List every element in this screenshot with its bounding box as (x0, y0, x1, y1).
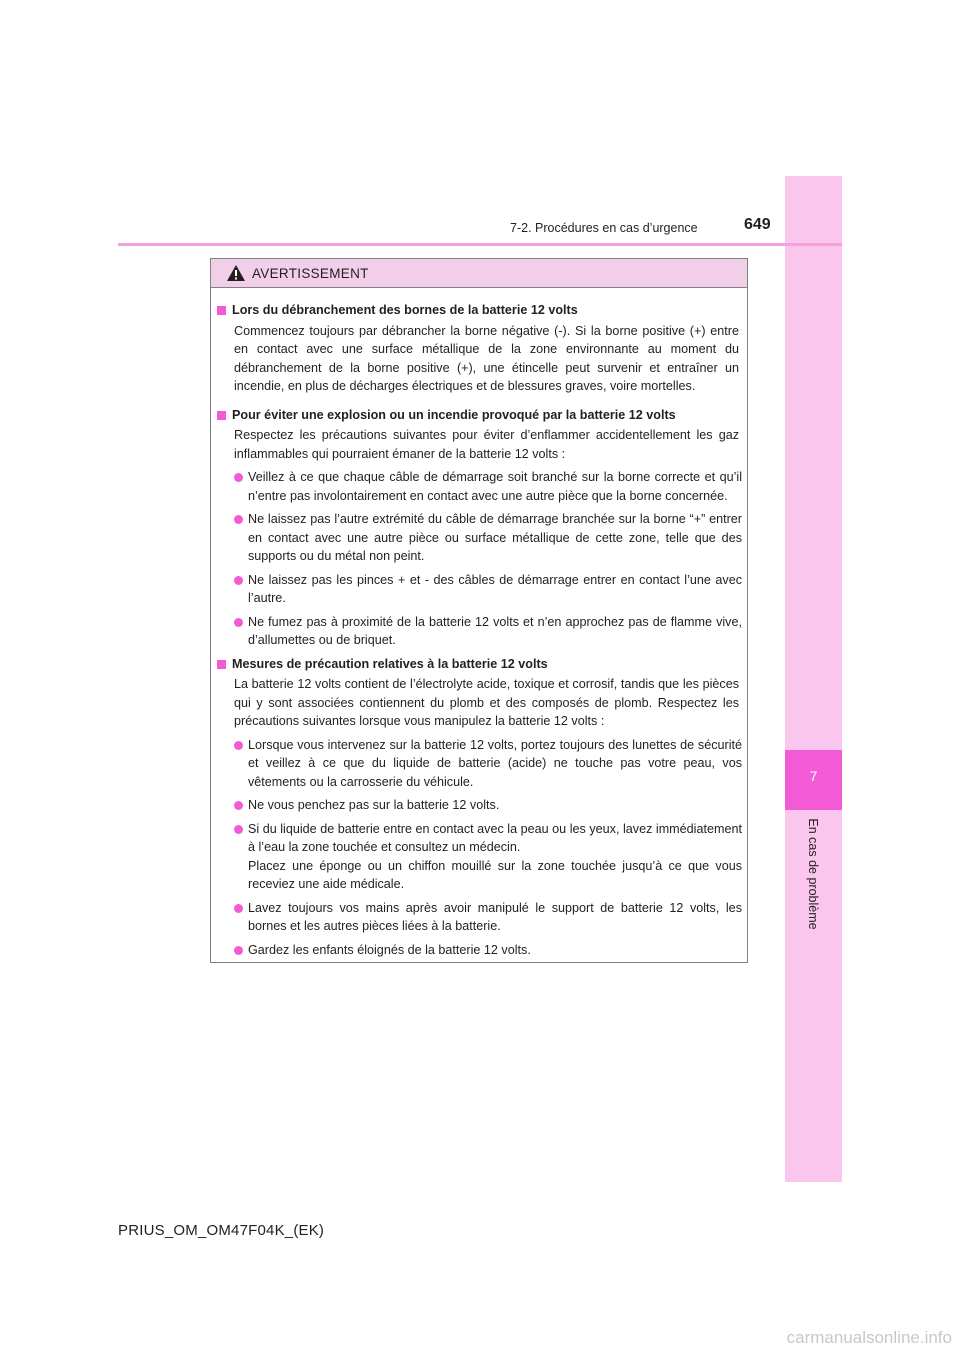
chapter-number: 7 (809, 768, 818, 784)
list-item: Ne vous penchez pas sur la batterie 12 volts. (234, 796, 742, 815)
header-rule (118, 243, 842, 246)
document-code: PRIUS_OM_OM47F04K_(EK) (118, 1222, 325, 1239)
list-item: Lorsque vous intervenez sur la batterie 12 volts, portez toujours des lunettes de sécurité et veillez à ce que du liquide de batterie (acide) ne touche pas votre peau, vos vêtements ou la carrosserie du véhicule. (234, 736, 742, 792)
warning-triangle-icon (226, 264, 246, 282)
warning-body (211, 288, 747, 959)
warning-title: AVERTISSEMENT (252, 265, 369, 281)
round-bullet-icon (234, 473, 243, 482)
list-item: Veillez à ce que chaque câble de démarrage soit branché sur la borne correcte et qu’il n’entre pas involontairement en contact avec une autre pièce que la borne concernée. (234, 468, 742, 505)
section-heading: Lors du débranchement des bornes de la batterie 12 volts (217, 301, 742, 320)
chapter-side-tab (785, 176, 842, 1182)
round-bullet-icon (234, 946, 243, 955)
chapter-label: En cas de problème (806, 818, 820, 930)
square-bullet-icon (217, 660, 226, 669)
warning-box (210, 258, 748, 963)
list-item: Lavez toujours vos mains après avoir manipulé le support de batterie 12 volts, les bornes et les autres pièces liées à la batterie. (234, 899, 742, 936)
section-paragraph: Respectez les précautions suivantes pour éviter d’enflammer accidentellement les gaz inflammables qui pourraient émaner de la batterie 12 volts : (234, 428, 739, 461)
site-watermark[interactable]: carmanualsonline.info (786, 1328, 952, 1347)
section-paragraph: La batterie 12 volts contient de l’électrolyte acide, toxique et corrosif, tandis que les pièces qui y sont associées contiennent du plomb et des composés de plomb. Respectez les précautions suivantes lorsque vous manipulez la batterie 12 volts : (234, 677, 739, 728)
section-paragraph: Commencez toujours par débrancher la borne négative (-). Si la borne positive (+) entre en contact avec une surface métallique de la zone environnante au moment du débranchement de la borne positive (+), une étincelle peut survenir et entraîner un incendie, en plus de décharges électriques et de blessures graves, voire mortelles. (234, 323, 739, 393)
square-bullet-icon (217, 411, 226, 420)
round-bullet-icon (234, 618, 243, 627)
list-item: Ne fumez pas à proximité de la batterie 12 volts et n’en approchez pas de flamme vive, d’allumettes ou de briquet. (234, 613, 742, 650)
round-bullet-icon (234, 515, 243, 524)
list-item: Ne laissez pas les pinces + et - des câbles de démarrage entrer en contact l’une avec l’autre. (234, 571, 742, 608)
round-bullet-icon (234, 576, 243, 585)
round-bullet-icon (234, 825, 243, 834)
round-bullet-icon (234, 801, 243, 810)
list-item: Si du liquide de batterie entre en contact avec la peau ou les yeux, lavez immédiatement à l’eau la zone touchée et consultez un médecin. Placez une éponge ou un chiffon mouillé sur la zone touchée jusqu’à ce que vous receviez une aide médicale. (234, 820, 742, 894)
page-number: 649 (744, 216, 771, 233)
list-item: Gardez les enfants éloignés de la batterie 12 volts. (234, 941, 742, 960)
section-heading: Mesures de précaution relatives à la batterie 12 volts (217, 655, 742, 674)
list-item: Ne laissez pas l’autre extrémité du câble de démarrage branchée sur la borne “+” entrer en contact avec une autre pièce ou surface métallique de cette zone, telle que des supports ou du métal non peint. (234, 510, 742, 566)
round-bullet-icon (234, 904, 243, 913)
section-heading: Pour éviter une explosion ou un incendie provoqué par la batterie 12 volts (217, 406, 742, 425)
round-bullet-icon (234, 741, 243, 750)
section-title: 7-2. Procédures en cas d’urgence (510, 221, 698, 235)
square-bullet-icon (217, 306, 226, 315)
warning-header (211, 259, 747, 288)
